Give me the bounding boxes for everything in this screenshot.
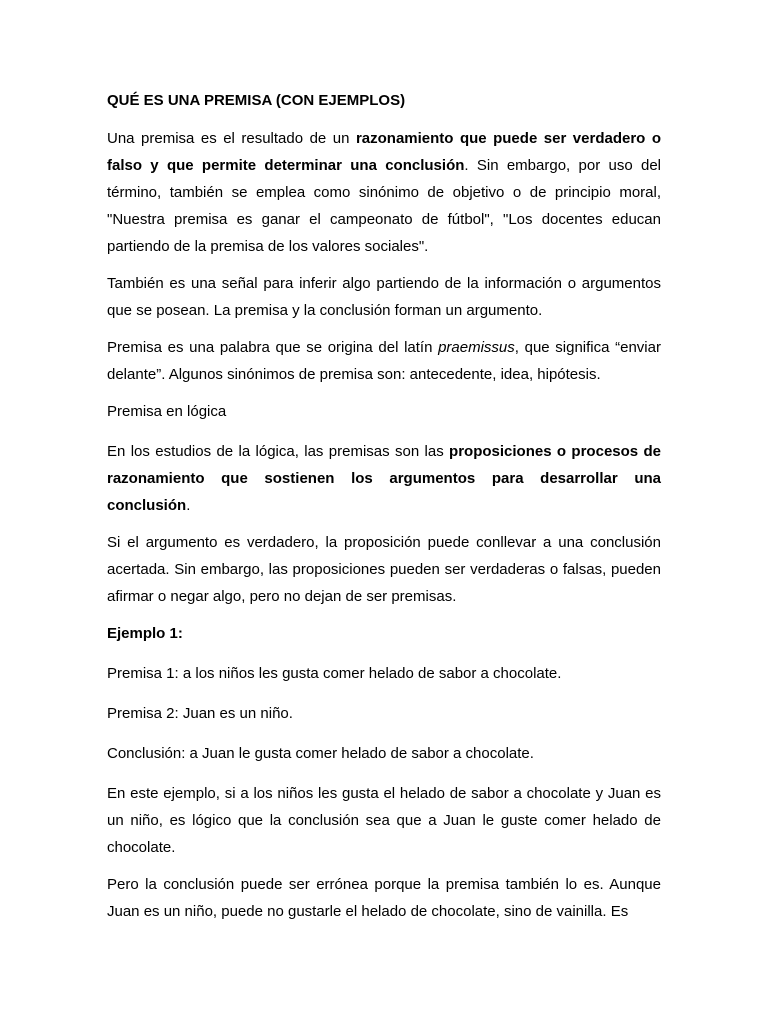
paragraph-logic-text-a: En los estudios de la lógica, las premisas son las [107, 443, 450, 460]
example-heading [107, 620, 661, 647]
paragraph-definition [107, 125, 661, 260]
example-premise-2: Premisa 2: Juan es un niño. [107, 705, 293, 722]
example-conclusion: Conclusión: a Juan le gusta comer helado de sabor a chocolate. [107, 745, 534, 762]
paragraph-example-caveat: Pero la conclusión puede ser errónea porque la premisa también lo es. Aunque Juan es un niño, puede no gustarle el helado de chocolate, sino de vainilla. Es [107, 876, 661, 920]
paragraph-definition-text-a: Una premisa es el resultado de un [107, 130, 356, 147]
paragraph-etymology-text-c: , que significa “enviar delante”. Algunos sinónimos de premisa son: antecedente, idea, hipótesis. [107, 339, 661, 383]
document-title: QUÉ ES UNA PREMISA (CON EJEMPLOS) [107, 92, 406, 109]
paragraph-etymology-latin-term: praemissus [438, 339, 515, 356]
paragraph-logic [107, 438, 661, 519]
paragraph-etymology [107, 334, 661, 388]
paragraph-signal: También es una señal para inferir algo partiendo de la información o argumentos que se posean. La premisa y la conclusión forman un argumento. [107, 275, 661, 319]
paragraph-logic-bold: proposiciones o procesos de razonamiento que sostienen los argumentos para desarrollar una conclusión [107, 443, 661, 514]
paragraph-definition-bold: razonamiento que puede ser verdadero o falso y que permite determinar una conclusión [107, 130, 661, 174]
section-heading-logic: Premisa en lógica [107, 403, 227, 420]
paragraph-definition-text-c: . Sin embargo, por uso del término, también se emplea como sinónimo de objetivo o de principio moral, "Nuestra premisa es ganar el campeonato de fútbol", "Los docentes educan partiendo de la premisa de los valores sociales". [107, 157, 662, 255]
document-body [107, 89, 661, 935]
paragraph-logic-text-c: . [186, 497, 191, 514]
paragraph-argument: Si el argumento es verdadero, la proposición puede conllevar a una conclusión acertada. Sin embargo, las proposiciones pueden ser verdaderas o falsas, pueden afirmar o negar algo, pero no dejan de ser premisas. [107, 534, 661, 605]
example-heading-label: Ejemplo 1: [107, 625, 183, 642]
paragraph-etymology-text-a: Premisa es una palabra que se origina del latín [107, 339, 439, 356]
example-premise-1: Premisa 1: a los niños les gusta comer helado de sabor a chocolate. [107, 665, 562, 682]
paragraph-example-explanation: En este ejemplo, si a los niños les gusta el helado de sabor a chocolate y Juan es un niño, es lógico que la conclusión sea que a Juan le guste comer helado de chocolate. [107, 785, 661, 856]
